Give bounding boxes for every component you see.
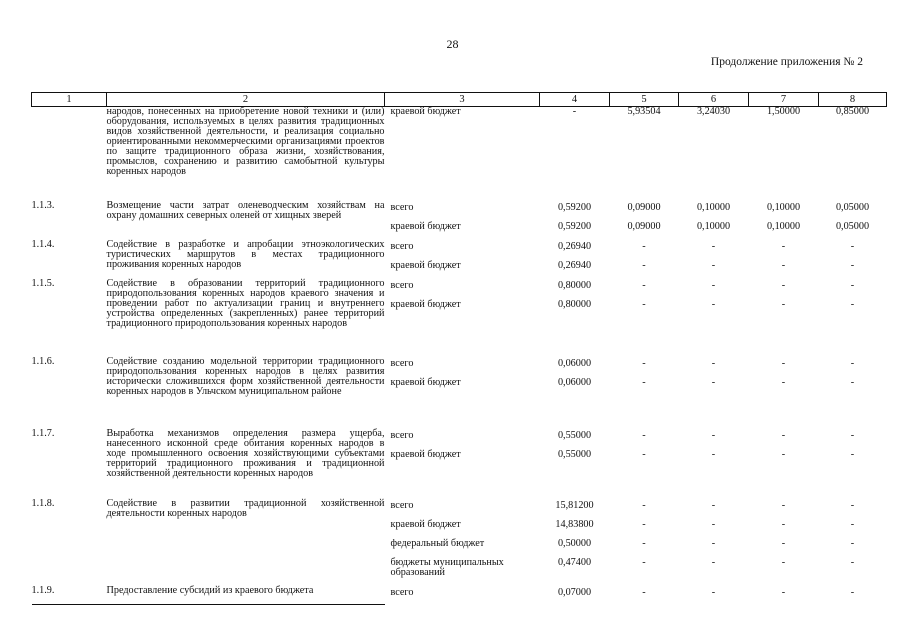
value-col-4: 0,55000 [557,429,592,441]
value-col-6: - [711,357,716,369]
value-col-7: - [781,279,786,291]
funding-source: всего [390,357,414,369]
value-col-7: - [781,518,786,530]
value-col-6-cell [679,201,749,240]
value-col-8: - [850,537,855,549]
value-col-8-cell [819,357,887,429]
value-col-8: - [850,556,855,568]
value-col-5: - [642,259,646,271]
item-number: 1.1.6. [31,355,55,367]
funding-source: всего [390,499,414,511]
funding-source: краевой бюджет [390,518,461,530]
value-col-7: 0,10000 [766,201,801,213]
value-col-5-cell [610,499,679,586]
value-col-6-cell [679,240,749,279]
value-col-7: 0,10000 [766,220,801,232]
value-col-7-cell [749,586,819,605]
value-col-8-cell [819,499,887,586]
value-col-8: - [850,240,855,252]
funding-source: краевой бюджет [390,220,461,232]
item-number [32,107,107,201]
value-col-5: - [642,518,646,530]
value-col-5: - [642,499,646,511]
value-col-4: 0,06000 [557,357,592,369]
value-col-6: - [711,376,716,388]
item-description: Содействие в образовании территорий традиционного природопользования коренных народов краевого значения и проведении работ по актуализации границ и внутреннего устройства определенных (закрепленных) ранее территорий традиционного природопользования коренных народов [106,277,385,329]
funding-source-cell [385,586,540,605]
value-col-7-cell [749,357,819,429]
value-col-5: 5,93504 [627,106,661,117]
value-col-6: - [711,556,716,568]
item-description: Возмещение части затрат оленеводческим хозяйствам на охрану домашних северных оленей от хищных зверей [106,199,385,221]
value-col-6: - [711,448,716,460]
table-body [32,107,887,605]
value-col-6-cell [679,279,749,357]
value-col-4: - [572,106,577,117]
funding-source-cell [385,357,540,429]
value-col-6: - [711,279,716,291]
table-row [32,201,887,240]
value-col-6: - [711,259,716,271]
value-col-5-cell [610,279,679,357]
value-col-7: - [781,298,786,310]
value-col-5: - [642,429,646,441]
funding-source: краевой бюджет [390,448,461,460]
item-number: 1.1.5. [31,277,55,289]
value-col-7-cell [749,107,819,201]
value-col-4: 0,59200 [557,201,592,213]
value-col-6: - [711,240,716,252]
value-col-7: - [781,240,786,252]
value-col-8-cell [819,429,887,499]
value-col-6: 0,10000 [696,201,731,213]
value-col-8-cell [819,240,887,279]
funding-source-cell [385,429,540,499]
value-col-6-cell [679,586,749,605]
column-header: 2 [107,93,385,107]
item-description: Содействие созданию модельной территории традиционного природопользования коренных народов в целях развития исторически сложившихся форм хозяйственной деятельности коренных народов в Ульчском муниципальном районе [106,355,385,397]
funding-source: краевой бюджет [390,106,461,117]
value-col-5-cell [610,429,679,499]
item-description: народов, понесенных на приобретение новой техники и (или) оборудования, используемых в целях развития традиционных видов хозяйственной деятельности, и реализация социально ориентированными некоммерческими организациями проектов по защите традиционного образа жизни, хозяйствования, промыслов, сохранению и развитию самобытной культуры коренных народов [106,106,385,177]
value-col-4: 0,06000 [557,376,592,388]
column-header: 8 [819,93,887,107]
value-col-4-cell [540,240,610,279]
value-col-6-cell [679,429,749,499]
value-col-4: 15,81200 [555,499,594,511]
value-col-6: - [711,586,716,598]
item-number: 1.1.3. [31,199,55,211]
value-col-8: - [850,298,855,310]
continuation-label: Продолжение приложения № 2 [710,56,863,68]
value-col-5-cell [610,107,679,201]
value-col-6: - [711,429,716,441]
value-col-5-cell [610,586,679,605]
value-col-4: 0,26940 [557,259,592,271]
value-col-5: - [642,556,646,568]
column-header: 7 [749,93,819,107]
table-row [32,107,887,201]
column-header: 5 [610,93,679,107]
value-col-6-cell [679,357,749,429]
item-number: 1.1.7. [31,427,55,439]
funding-source: краевой бюджет [390,298,461,310]
value-col-6: - [711,518,716,530]
value-col-4: 0,07000 [557,586,592,598]
funding-source-cell [385,201,540,240]
value-col-7: - [781,499,786,511]
table-row [32,499,887,586]
value-col-7: - [781,448,786,460]
value-col-8-cell [819,107,887,201]
value-col-5: - [642,240,646,252]
value-col-4-cell [540,107,610,201]
item-number: 1.1.9. [32,586,107,605]
value-col-8: 0,05000 [835,220,870,232]
value-col-8: - [850,279,855,291]
value-col-4: 0,55000 [557,448,592,460]
value-col-4: 0,80000 [557,298,592,310]
budget-table [31,92,887,605]
value-col-4: 0,26940 [557,240,592,252]
value-col-8-cell [819,586,887,605]
item-description: Выработка механизмов определения размера ущерба, нанесенного исконной среде обитания коренных народов в ходе промышленного освоения хозяйствующими субъектами территорий традиционного проживания и традиционной хозяйственной деятельности коренных народов [106,427,385,479]
column-header: 6 [679,93,749,107]
item-description: Предоставление субсидий из краевого бюджета [107,586,385,605]
value-col-7: - [781,259,786,271]
value-col-8: - [850,357,855,369]
value-col-4-cell [540,279,610,357]
funding-source-cell [385,107,540,201]
column-header: 4 [540,93,610,107]
value-col-5: 0,09000 [627,201,661,213]
value-col-6-cell [679,499,749,586]
value-col-8-cell [819,279,887,357]
value-col-7: - [781,357,786,369]
funding-source: федеральный бюджет [390,537,485,549]
value-col-8-cell [819,201,887,240]
value-col-5-cell [610,201,679,240]
value-col-5: - [642,376,646,388]
table-row [32,357,887,429]
value-col-5-cell [610,357,679,429]
table-row [32,429,887,499]
value-col-7: - [781,556,786,568]
item-description: Содействие в разработке и апробации этноэкологических туристических маршрутов в местах традиционного проживания коренных народов [106,238,385,270]
value-col-4: 14,83800 [555,518,594,530]
value-col-8: - [850,586,855,598]
funding-source: всего [390,201,414,213]
value-col-4-cell [540,429,610,499]
value-col-7-cell [749,499,819,586]
value-col-7: - [781,537,786,549]
value-col-8: - [850,448,855,460]
item-number: 1.1.4. [31,238,55,250]
value-col-7-cell [749,279,819,357]
value-col-4-cell [540,201,610,240]
value-col-4: 0,47400 [557,556,592,568]
value-col-8: - [850,499,855,511]
value-col-7-cell [749,201,819,240]
value-col-7-cell [749,240,819,279]
value-col-8: - [850,518,855,530]
value-col-4-cell [540,357,610,429]
column-header: 3 [385,93,540,107]
funding-source: всего [390,429,414,441]
value-col-4: 0,59200 [557,220,592,232]
funding-source: всего [390,279,414,291]
value-col-5: - [642,298,646,310]
funding-source: краевой бюджет [390,259,461,271]
value-col-4: 0,80000 [557,279,592,291]
value-col-4-cell [540,499,610,586]
table-row [32,586,887,605]
value-col-7: - [781,586,786,598]
value-col-7: 1,50000 [766,106,801,117]
value-col-8: - [850,259,855,271]
value-col-5: - [642,448,646,460]
value-col-7-cell [749,429,819,499]
value-col-5: - [642,357,646,369]
item-number: 1.1.8. [31,497,55,509]
funding-source: всего [390,240,414,252]
value-col-6: 0,10000 [696,220,731,232]
value-col-5: 0,09000 [627,220,661,232]
value-col-8: - [850,376,855,388]
value-col-6-cell [679,107,749,201]
value-col-8: 0,05000 [835,201,870,213]
table-row [32,240,887,279]
value-col-5: - [642,279,646,291]
column-header: 1 [32,93,107,107]
funding-source-cell [385,279,540,357]
column-number-header [32,93,887,107]
page-number: 28 [446,37,459,51]
value-col-5: - [642,537,646,549]
funding-source: всего [390,586,414,598]
funding-source-cell [385,499,540,586]
funding-source-cell [385,240,540,279]
funding-source: бюджеты муниципальных образований [390,556,504,578]
table-row [32,279,887,357]
value-col-6: - [711,499,716,511]
value-col-8: 0,85000 [835,106,870,117]
item-description: Содействие в развитии традиционной хозяйственной деятельности коренных народов [106,497,385,519]
value-col-6: - [711,537,716,549]
value-col-8: - [850,429,855,441]
value-col-6: - [711,298,716,310]
value-col-7: - [781,376,786,388]
value-col-4: 0,50000 [557,537,592,549]
funding-source: краевой бюджет [390,376,461,388]
value-col-7: - [781,429,786,441]
value-col-5-cell [610,240,679,279]
value-col-6: 3,24030 [696,106,731,117]
value-col-5: - [642,586,646,598]
value-col-4-cell [540,586,610,605]
